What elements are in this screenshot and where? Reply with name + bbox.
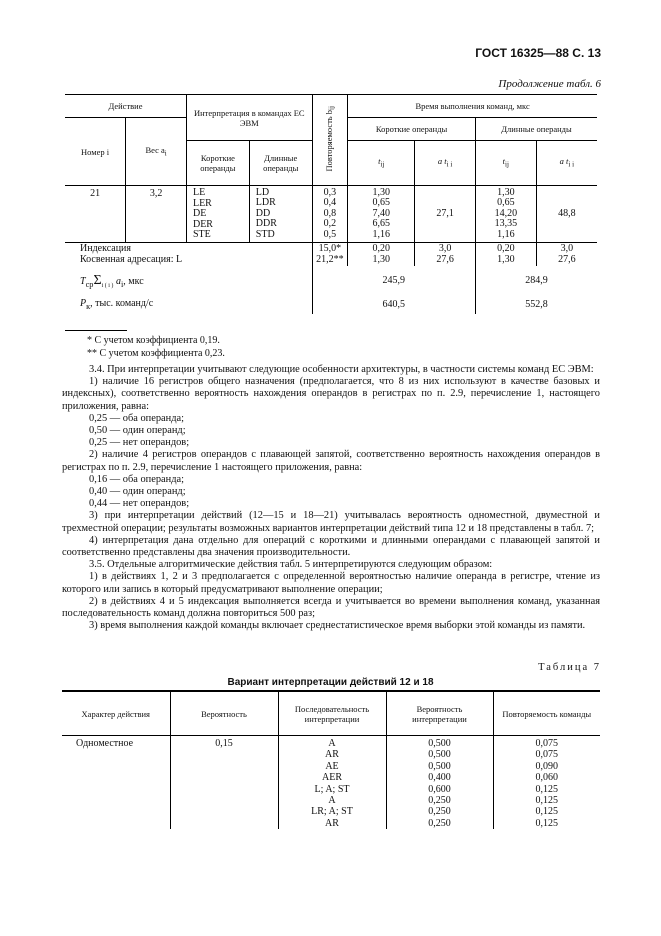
header-time-long: Длинные операнды: [475, 118, 597, 141]
pk-row-label: $P_к$, тыс. команд/с: [65, 296, 312, 314]
paragraph: 0,44 — нет операндов;: [89, 498, 190, 510]
page-header: ГОСТ 16325—88 С. 13: [475, 46, 601, 60]
pk-row-long: 552,8: [525, 299, 548, 310]
header-interp: Интерпретация в командах ЕС ЭВМ: [186, 95, 312, 141]
paragraph: 3.4. При интерпретации учитывают следующие особенности архитектуры, в частности системы команд ЕС ЭВМ:: [89, 364, 594, 375]
table-7-title: Вариант интерпретации действий 12 и 18: [227, 677, 434, 688]
row21-sum-long: 48,8: [536, 186, 597, 243]
paragraph: 3) время выполнения каждой команды включает среднестатистическое время выборки этой команды из памяти.: [89, 620, 586, 632]
paragraph: 2) в действиях 4 и 5 индексация выполняется всегда и учитывается во времени выполнения команд, указанная последовательность команд должна повториться 500 раз;: [62, 595, 600, 620]
indirect-row-t-long: 1,30: [475, 254, 536, 266]
row21-number: 21: [65, 186, 126, 243]
header-ait-short: a $t_{i i}$: [415, 141, 476, 186]
paragraph: 1) в действиях 1, 2 и 3 предполагается с определенной вероятностью наличие операнда в регистре, чтение из которого или запись в который предусматривают выполнение операции;: [62, 571, 600, 595]
footnotes: [65, 330, 225, 360]
paragraph: 0,16 — оба операнда;: [89, 473, 184, 485]
header-repeat: Повторяемость $b_{ij}$: [312, 95, 348, 186]
paragraph: 0,25 — оба операнда;: [89, 412, 184, 424]
table-7: [62, 690, 600, 829]
table-7-caption: Таблица 7: [538, 662, 601, 673]
t7-interp-prob: 0,500 0,500 0,500 0,400 0,600 0,250 0,250 0,250: [386, 736, 493, 830]
row21-repeat: 0,3 0,4 0,8 0,2 0,5: [312, 186, 348, 243]
t7-header-repeat: Повторяемость команды: [493, 691, 600, 736]
t7-header-probability: Вероятность: [170, 691, 278, 736]
paragraph: 0,50 — один операнд;: [89, 425, 186, 437]
paragraph: 2) наличие 4 регистров операндов с плавающей запятой, соответственно вероятность нахождения операндов в регистрах по п. 2.9, перечисление 1 настоящего приложения, равна:: [62, 449, 600, 473]
row21-long-ops: LD LDR DD DDR STD: [249, 186, 312, 243]
t7-probability: 0,15: [170, 736, 278, 830]
indirect-row-sum-long: 27,6: [558, 254, 576, 265]
paragraph: 3) при интерпретации действий (12—15 и 18—21) учитывалась вероятность одноместной, двуместной и трехместной операции; результаты возможных вариантов интерпретации действий типа 12 и 18 представлены в табл. 7;: [62, 510, 600, 534]
paragraph: 0,25 — нет операндов;: [89, 437, 190, 449]
header-ait-long: a $t_{i i}$: [559, 156, 575, 169]
header-short-ops: Короткие операнды: [186, 141, 249, 186]
index-row-sum-long: 3,0: [560, 242, 574, 254]
t7-header-interp-prob: Вероятность интерпретации: [386, 691, 493, 736]
t7-kind: Одноместное: [62, 736, 170, 830]
index-row-sum-short: 3,0: [415, 242, 476, 254]
index-row-t-short: 0,20: [348, 242, 415, 254]
header-time: Время выполнения команд, мкс: [348, 95, 597, 118]
body-text: [62, 364, 600, 632]
index-row-label: Индексация: [65, 242, 312, 254]
index-row-repeat: 15,0*: [312, 242, 348, 254]
paragraph: 0,40 — один операнд;: [89, 486, 186, 498]
header-long-ops: Длинные операнды: [249, 141, 312, 186]
table-6: [65, 94, 597, 314]
t7-repeat: 0,075 0,075 0,090 0,060 0,125 0,125 0,125 0,125: [535, 738, 558, 829]
t7-header-sequence: Последовательность интерпретации: [278, 691, 386, 736]
index-row-t-long: 0,20: [475, 242, 536, 254]
tcp-row-label: $T_{ср}\Sigma_{i ( i )}$ $a_i$, мкс: [65, 266, 312, 296]
row21-t-short: 1,30 0,65 7,40 6,65 1,16: [348, 186, 415, 243]
footnote-1: * С учетом коэффициента 0,19.: [87, 335, 220, 346]
footnote-2: ** С учетом коэффициента 0,23.: [87, 348, 225, 359]
indirect-row-label: Косвенная адресация: L: [65, 254, 312, 266]
header-time-short: Короткие операнды: [348, 118, 476, 141]
tcp-row-long: 284,9: [525, 275, 548, 286]
t7-header-kind: Характер действия: [62, 691, 170, 736]
t7-sequence: A AR AE AER L; A; ST A LR; A; ST AR: [278, 736, 386, 830]
indirect-row-sum-short: 27,6: [415, 254, 476, 266]
paragraph: 4) интерпретация дана отдельно для операций с короткими и длинными операндами с плавающей запятой и соответственно представлены два значения производительности.: [62, 534, 600, 559]
row21-weight: 3,2: [126, 186, 187, 243]
row21-t-long: 1,30 0,65 14,20 13,35 1,16: [475, 186, 536, 243]
indirect-row-t-short: 1,30: [348, 254, 415, 266]
header-action: Действие: [65, 95, 186, 118]
footnote-rule: [65, 330, 127, 331]
header-weight: Вес $a_i$: [126, 118, 187, 186]
table-continuation-label: Продолжение табл. 6: [498, 78, 601, 90]
paragraph: 3.5. Отдельные алгоритмические действия табл. 5 интерпретируются следующим образом:: [89, 559, 493, 571]
pk-row-short: 640,5: [312, 296, 475, 314]
row21-sum-short: 27,1: [415, 186, 476, 243]
header-tij-long: $t_{ij}$: [475, 141, 536, 186]
header-tij-short: $t_{ij}$: [348, 141, 415, 186]
row21-short-ops: LE LER DE DER STE: [186, 186, 249, 243]
paragraph: 1) наличие 16 регистров общего назначения (предполагается, что 8 из них используют в качестве базовых и индексных), соответственно вероятность нахождения операндов в регистрах по п. 2.9, перечисление 1, настоящего приложения, равна:: [62, 376, 600, 412]
indirect-row-repeat: 21,2**: [312, 254, 348, 266]
header-number: Номер i: [65, 118, 126, 186]
tcp-row-short: 245,9: [312, 266, 475, 296]
